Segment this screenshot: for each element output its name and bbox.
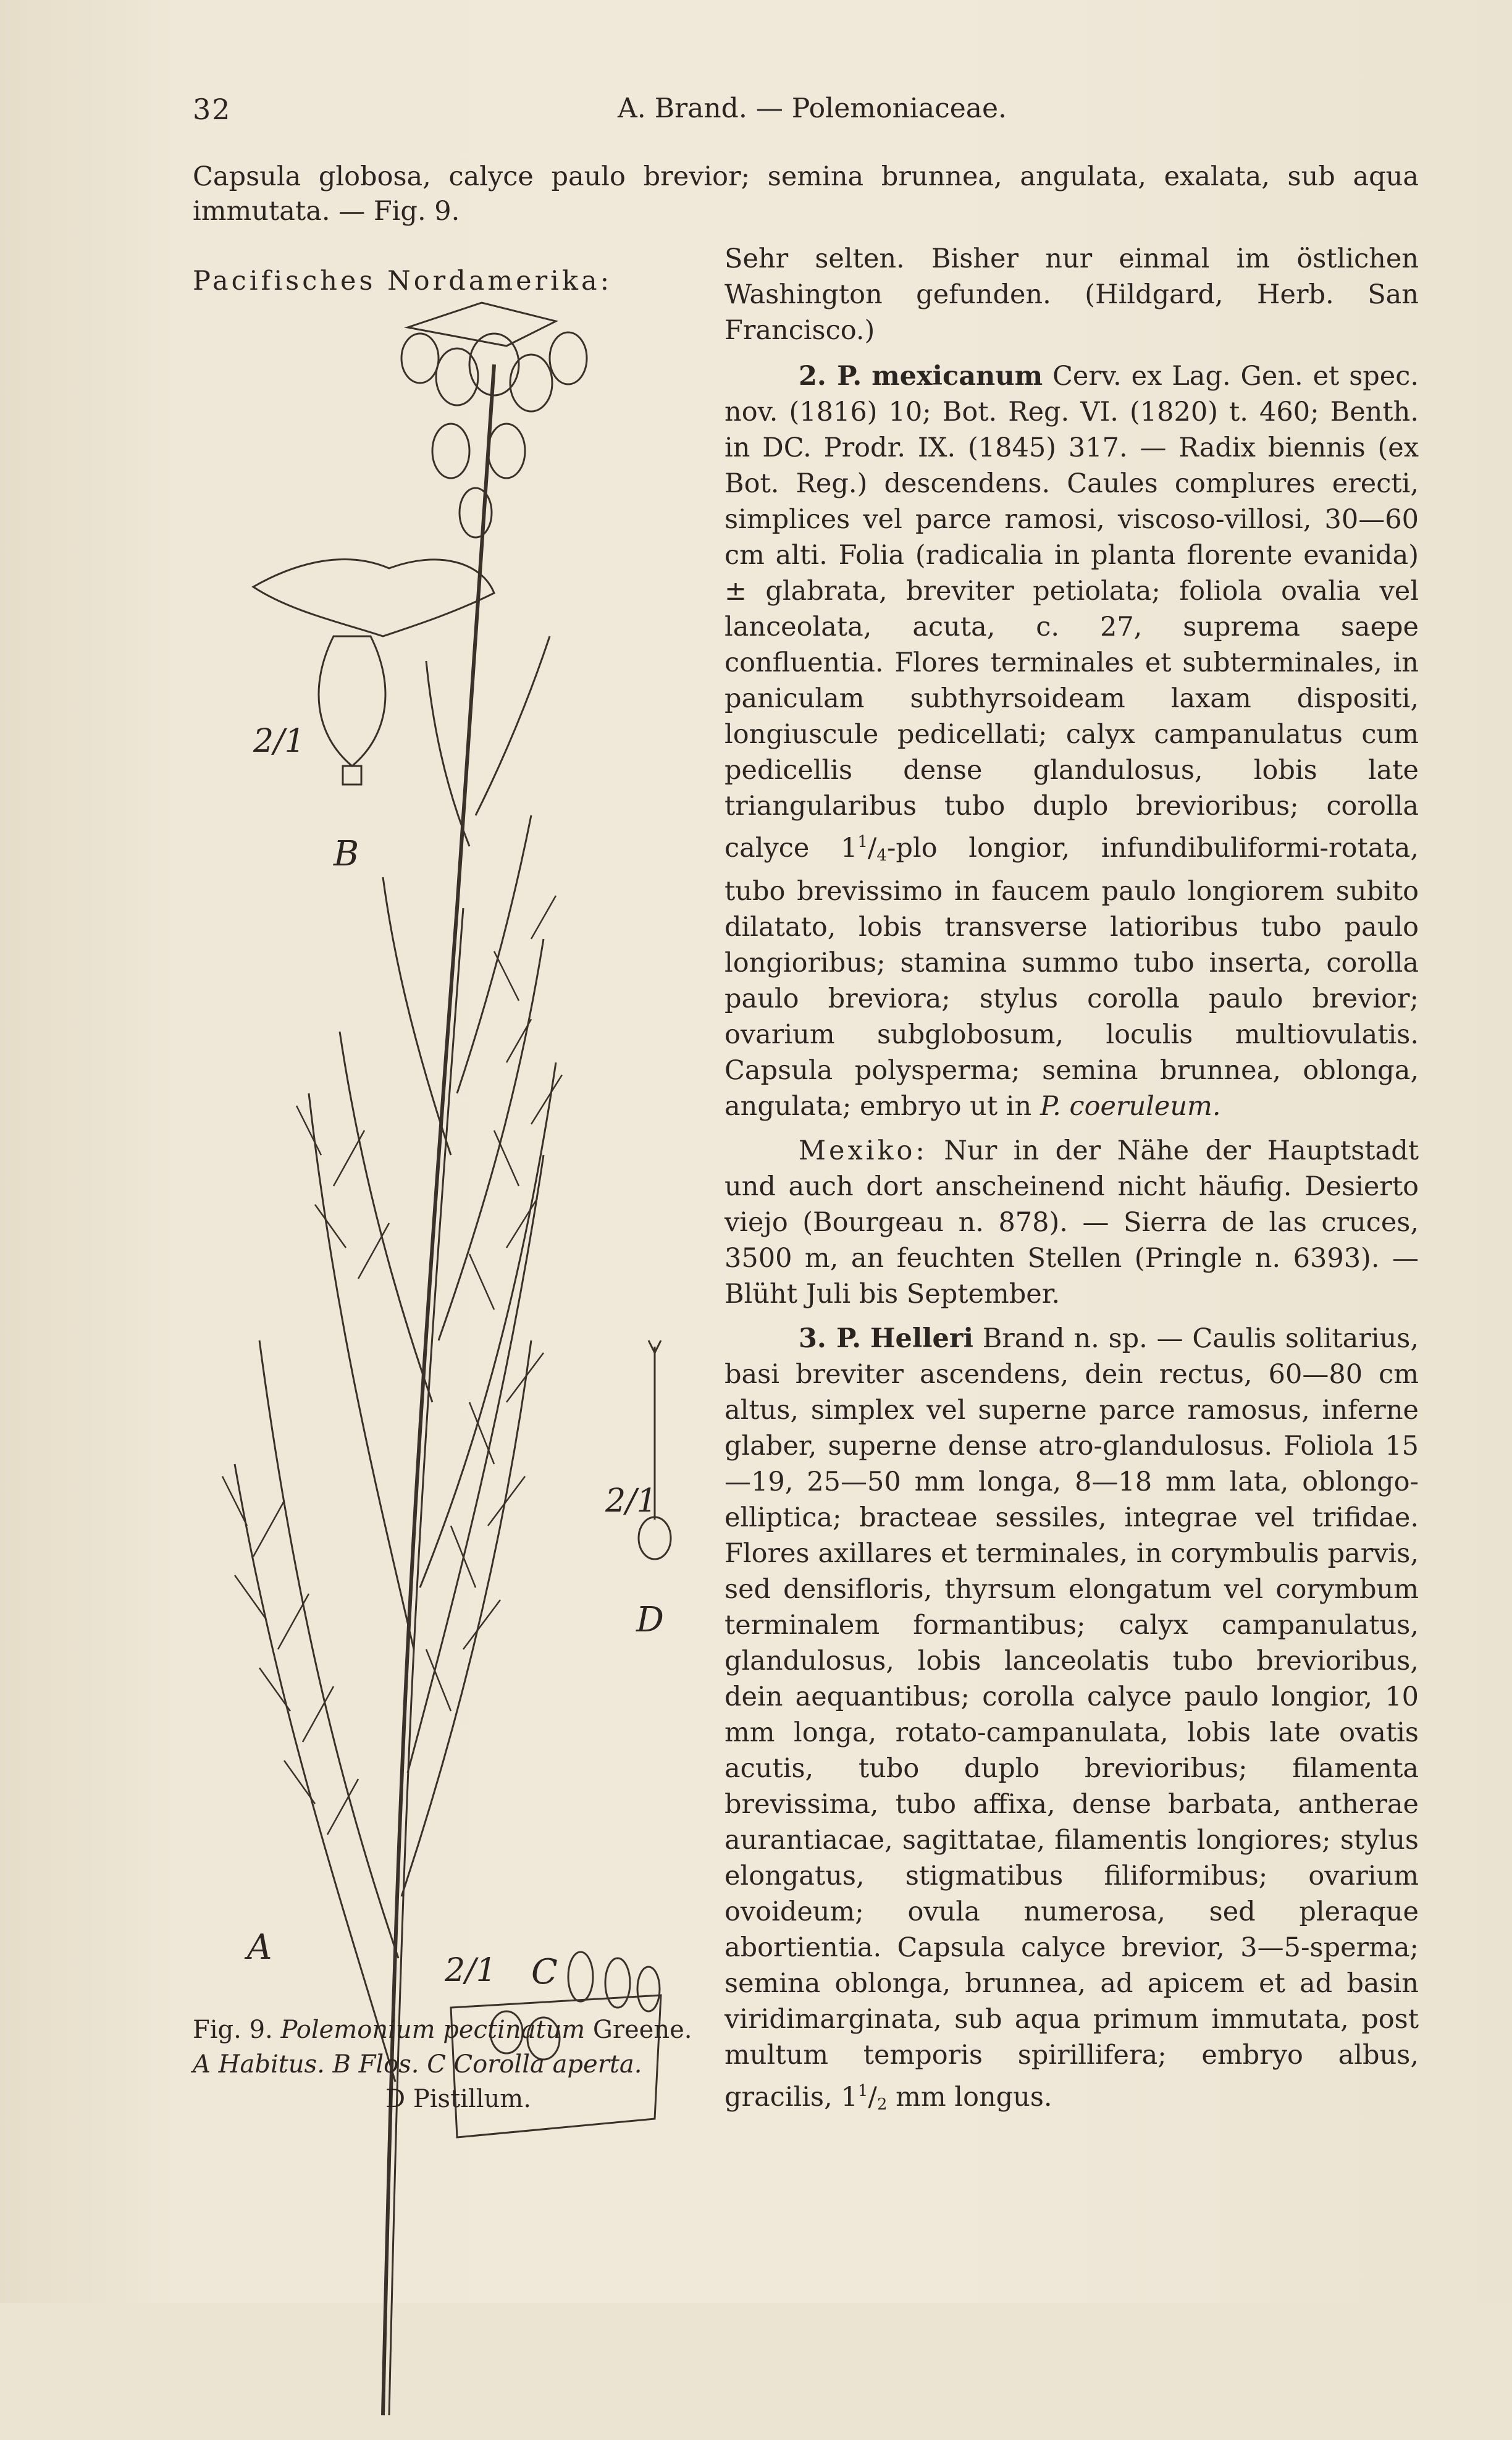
figure-caption [193,2013,724,2116]
fig-label-A: A [247,1927,272,1967]
mexiko-paragraph [724,1133,1419,1312]
mexiko-text: Nur in der Nähe der Hauptstadt und auch dort anscheinend nicht häufig. Desierto viejo (Bourgeau n. 878). — Sierra de las cruces, 3500 m, an feuchten Stellen (Pringle n. 6393). — Blüht Juli bis September. [724,1135,1419,1310]
mexiko-label: Mexiko: [799,1135,928,1166]
frac-whole: 1 [840,833,858,864]
fig-scale-B: 2/1 [253,723,305,760]
lead-paragraph [193,159,1419,229]
species-2-ref: P. coeruleum. [1040,1091,1221,1122]
caption-species: Polemonium pectinatum [280,2016,586,2044]
caption-author: Greene. [592,2016,692,2044]
frac-whole: 1 [841,2082,858,2113]
running-head [0,93,1512,136]
fig-label-C: C [531,1952,558,1992]
caption-fig: Fig. 9. [193,2016,273,2044]
species-2-name: mexicanum [872,361,1043,392]
caption-line-2: A Habitus. B Flos. C Corolla aperta. [193,2050,642,2079]
region-label: Pacifisches Nordamerika: [193,266,613,297]
fig-label-B: B [334,834,359,874]
species-3-number: 3. P. [799,1323,862,1354]
region-text: Sehr selten. Bisher nur einmal im östlichen Washington gefunden. (Hildgard, Herb. San Francisco.) [724,243,1419,346]
species-2-number: 2. P. [799,361,862,392]
species-3-fraction: $1^1/_2$ [841,2082,888,2114]
lead-line-1: Capsula globosa, calyce paulo brevior; semina brunnea, angulata, exalata, sub aqua [193,161,1419,192]
frac-sup: 1 [857,2082,868,2100]
species-2-text-2: -plo longior, infundibuliformi-rotata, tubo brevissimo in faucem paulo longiorem subito dilatato, lobis transverse latioribus tubo paulo longioribus; stamina summo tubo inserta, corolla paulo breviora; stylus corolla paulo brevior; ovarium subglobosum, loculis multiovulatis. Capsula polysperma; semina brunnea, oblonga, angulata; embryo ut in [724,833,1419,1122]
caption-line-3: D Pistillum. [385,2085,531,2113]
page-number: 32 [193,93,232,126]
fig-label-D: D [636,1600,664,1640]
species-3-text: Brand n. sp. — Caulis solitarius, basi breviter ascendens, dein rectus, 60—80 cm altus, simplex vel superne parce ramosus, inferne glaber, superne dense atro-glandulosus. Foliola 15—19, 25—50 mm longa, 8—18 mm lata, oblongo-elliptica; bracteae sessiles, integrae vel trifidae. Flores axillares et terminales, in corymbulis parvis, sed densifloris, thyrsum elongatum vel corymbum terminalem formantibus; calyx campanulatus, glandulosus, lobis lanceolatis tubo brevioribus, dein aequantibus; corolla calyce paulo longior, 10 mm longa, rotato-campanulata, lobis late ovatis acutis, tubo duplo brevioribus; filamenta brevissima, tubo affixa, dense barbata, antherae aurantiacae, sagittatae, filamentis longiores; stylus elongatus, stigmatibus filiformibus; ovarium ovoideum; ovula numerosa, sed pleraque abortientia. Capsula calyce brevior, 3—5-sperma; semina oblonga, brunnea, ad apicem et ad basin viridimarginata, sub aqua primum immutata, post multum temporis spirillifera; embryo albus, gracilis, [724,1323,1419,2113]
species-2-text: Cerv. ex Lag. Gen. et spec. nov. (1816) 10; Bot. Reg. VI. (1820) t. 460; Benth. in DC. Prodr. IX. (1845) 317. — Radix biennis (ex Bot. Reg.) descendens. Caules complures erecti, simplices vel parce ramosi, viscoso-villosi, 30—60 cm alti. Folia (radicalia in planta florente evanida) ± glabrata, breviter petiolata; foliola ovalia vel lanceolata, acuta, c. 27, suprema saepe confluentia. Flores terminales et subterminales, in paniculam subthyrsoideam laxam dispositi, longiuscule pedicellati; calyx campanulatus cum pedicellis dense glandulosus, lobis late triangularibus tubo duplo brevioribus; corolla calyce [724,361,1419,864]
frac-sub: 2 [876,2095,888,2114]
species-3-end-text: mm longus. [896,2082,1052,2113]
running-title: A. Brand. — Polemoniaceae. [618,93,1007,124]
fig-scale-C: 2/1 [445,1952,497,1989]
species-3-paragraph [724,1321,1419,2122]
frac-sup: 1 [857,833,868,851]
right-column [724,241,1419,2122]
species-2-fraction: $1^1/_4$ [840,833,887,865]
species-2-paragraph [724,358,1419,1124]
frac-sub: 4 [876,846,887,865]
fig-scale-D: 2/1 [605,1483,657,1520]
species-3-name: Helleri [870,1323,973,1354]
lead-line-2: immutata. — Fig. 9. [193,196,460,227]
botanical-figure [185,290,716,2440]
